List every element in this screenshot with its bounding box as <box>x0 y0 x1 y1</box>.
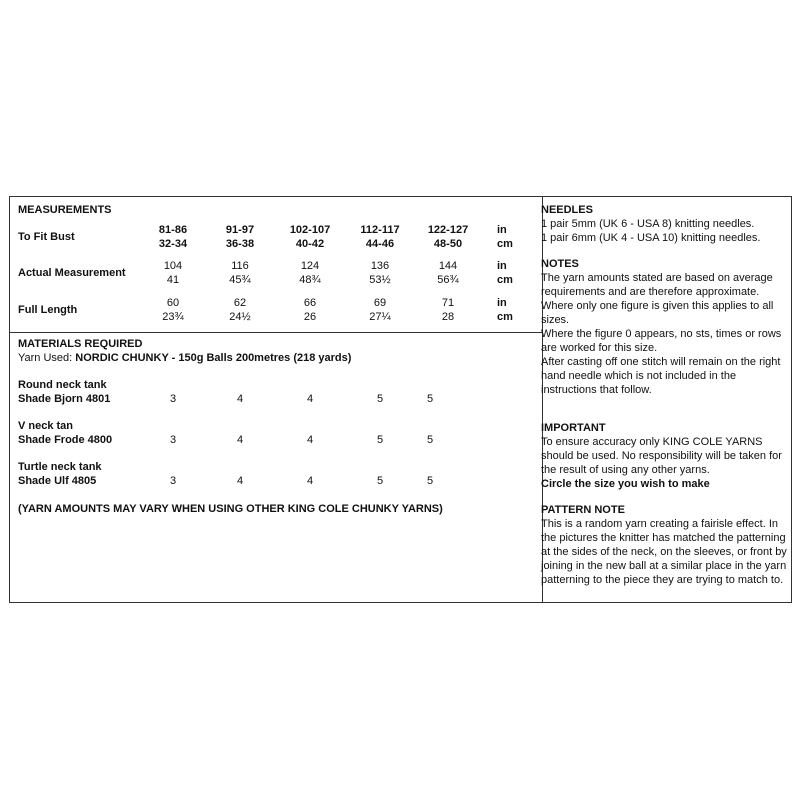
amount-2-2: 4 <box>236 434 244 446</box>
size-cm-1: 81-86 <box>158 224 188 236</box>
material-item-2-line2: Shade Frode 4800 <box>18 434 113 446</box>
size-in-3: 40-42 <box>295 238 325 250</box>
amount-3-3: 4 <box>306 475 314 487</box>
unit-cm: cm <box>497 311 513 323</box>
actual-in-5: 56¾ <box>437 274 459 286</box>
unit-in: in <box>497 260 507 272</box>
size-in-2: 36-38 <box>225 238 255 250</box>
notes-paragraph: The yarn amounts stated are based on average requirements and are therefore approximate. <box>541 272 773 298</box>
yarn-amounts-note: (YARN AMOUNTS MAY VARY WHEN USING OTHER KING COLE CHUNKY YARNS) <box>18 503 443 515</box>
material-item-3-line2: Shade Ulf 4805 <box>18 475 97 487</box>
unit-cm: cm <box>497 238 513 250</box>
unit-in: in <box>497 297 507 309</box>
size-cm-4: 112-117 <box>360 224 400 236</box>
notes-heading: NOTES <box>541 258 579 270</box>
amount-1-1: 3 <box>169 393 177 405</box>
size-in-4: 44-46 <box>365 238 395 250</box>
material-item-3-line1: Turtle neck tank <box>18 461 102 473</box>
actual-in-2: 45¾ <box>229 274 251 286</box>
materials-heading: MATERIALS REQUIRED <box>18 338 143 350</box>
material-item-1-line2: Shade Bjorn 4801 <box>18 393 111 405</box>
notes-section <box>541 257 787 397</box>
unit-cm: cm <box>497 274 513 286</box>
actual-cm-3: 124 <box>300 260 320 272</box>
actual-cm-1: 104 <box>163 260 183 272</box>
needles-line-2: 1 pair 6mm (UK 4 - USA 10) knitting needles. <box>541 232 761 244</box>
needles-line-1: 1 pair 5mm (UK 6 - USA 8) knitting needles. <box>541 218 755 230</box>
amount-2-4: 5 <box>376 434 384 446</box>
important-section <box>541 421 787 491</box>
notes-paragraph: Where only one figure is given this applies to all sizes. <box>541 300 774 326</box>
amount-3-4: 5 <box>376 475 384 487</box>
size-in-1: 32-34 <box>158 238 188 250</box>
actual-cm-5: 144 <box>438 260 458 272</box>
size-cm-5: 122-127 <box>427 224 469 236</box>
amount-1-5: 5 <box>426 393 434 405</box>
length-cm-3: 66 <box>303 297 317 309</box>
actual-in-4: 53½ <box>369 274 391 286</box>
amount-3-5: 5 <box>426 475 434 487</box>
section-divider <box>10 332 542 333</box>
pattern-note-text: This is a random yarn creating a fairisle effect. In the pictures the knitter has matched the patterning at the sides of the neck, on the sleeves, or front by joining in the new ball at a similar place in the yarn patterning to the piece they are trying to match to. <box>541 518 787 586</box>
size-in-5: 48-50 <box>433 238 463 250</box>
amount-3-2: 4 <box>236 475 244 487</box>
amount-2-5: 5 <box>426 434 434 446</box>
length-cm-5: 71 <box>441 297 455 309</box>
actual-measurement-label: Actual Measurement <box>18 267 126 279</box>
length-in-1: 23¾ <box>162 311 184 323</box>
amount-3-1: 3 <box>169 475 177 487</box>
notes-paragraph: After casting off one stitch will remain on the right hand needle which is not included in the instructions that follow. <box>541 356 781 396</box>
measurements-heading: MEASUREMENTS <box>18 204 112 216</box>
needles-section <box>541 203 787 245</box>
length-in-2: 24½ <box>229 311 251 323</box>
amount-1-3: 4 <box>306 393 314 405</box>
amount-1-4: 5 <box>376 393 384 405</box>
length-cm-4: 69 <box>373 297 387 309</box>
length-in-3: 26 <box>303 311 317 323</box>
material-item-1-line1: Round neck tank <box>18 379 107 391</box>
amount-2-1: 3 <box>169 434 177 446</box>
pattern-note-section <box>541 503 787 587</box>
actual-cm-2: 116 <box>231 260 249 272</box>
unit-in: in <box>497 224 507 236</box>
actual-cm-4: 136 <box>370 260 390 272</box>
amount-2-3: 4 <box>306 434 314 446</box>
amount-1-2: 4 <box>236 393 244 405</box>
length-in-4: 27¼ <box>369 311 391 323</box>
notes-paragraph: Where the figure 0 appears, no sts, times or rows are worked for this size. <box>541 328 782 354</box>
size-cm-3: 102-107 <box>289 224 331 236</box>
length-in-5: 28 <box>441 311 455 323</box>
important-emphasis: Circle the size you wish to make <box>541 478 710 490</box>
size-cm-2: 91-97 <box>225 224 255 236</box>
important-heading: IMPORTANT <box>541 422 606 434</box>
length-cm-1: 60 <box>166 297 180 309</box>
material-item-2-line1: V neck tan <box>18 420 74 432</box>
important-text: To ensure accuracy only KING COLE YARNS should be used. No responsibility will be taken for the result of using any other yarns. <box>541 436 782 476</box>
yarn-used: Yarn Used: NORDIC CHUNKY - 150g Balls 200metres (218 yards) <box>18 352 352 364</box>
pattern-note-heading: PATTERN NOTE <box>541 504 625 516</box>
needles-heading: NEEDLES <box>541 204 593 216</box>
length-cm-2: 62 <box>233 297 247 309</box>
full-length-label: Full Length <box>18 304 78 316</box>
actual-in-3: 48¾ <box>299 274 321 286</box>
to-fit-bust-label: To Fit Bust <box>18 231 75 243</box>
actual-in-1: 41 <box>166 274 180 286</box>
